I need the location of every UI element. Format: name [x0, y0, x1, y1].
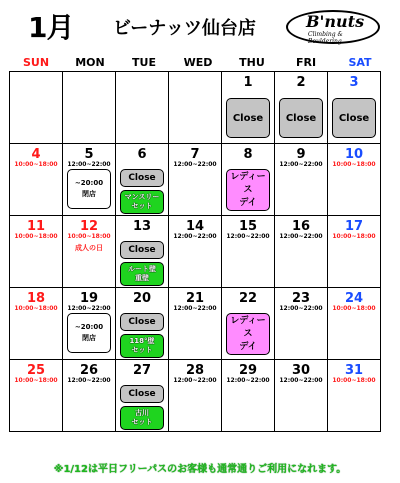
- day-cell-30[interactable]: [275, 360, 328, 432]
- day-number: 24: [344, 291, 364, 306]
- hours-text: 12:00~22:00: [67, 161, 111, 168]
- day-number: 22: [238, 291, 258, 306]
- day-number: 21: [185, 291, 205, 306]
- hours-text: 12:00~22:00: [67, 305, 111, 312]
- day-number: 17: [344, 219, 364, 234]
- dow-mon: MON: [75, 56, 105, 69]
- day-cell-18[interactable]: [10, 288, 63, 360]
- close-badge: Close: [120, 169, 164, 187]
- day-number: 14: [185, 219, 205, 234]
- day-number: 23: [291, 291, 311, 306]
- day-cell-6[interactable]: [116, 144, 169, 216]
- day-number: 1: [243, 75, 253, 90]
- day-number: 27: [132, 363, 152, 378]
- dow-sun: SUN: [22, 56, 50, 69]
- close-badge: Close: [332, 98, 376, 138]
- day-cell-17[interactable]: [328, 216, 381, 288]
- close-badge: Close: [120, 241, 164, 259]
- hours-text: 10:00~18:00: [14, 233, 58, 240]
- early-close-badge: ~20:00 閉店: [67, 169, 111, 209]
- day-cell-12[interactable]: [63, 216, 116, 288]
- day-cell-9[interactable]: [275, 144, 328, 216]
- hours-text: 12:00~22:00: [226, 377, 270, 384]
- day-cell-empty: [116, 72, 169, 144]
- hours-text: 10:00~18:00: [67, 233, 111, 240]
- header: [0, 0, 400, 50]
- day-cell-24[interactable]: [328, 288, 381, 360]
- day-number: 11: [26, 219, 46, 234]
- week-row-3: [10, 216, 381, 288]
- day-cell-7[interactable]: [169, 144, 222, 216]
- day-number: 15: [238, 219, 258, 234]
- shop-name: ビーナッツ仙台店: [113, 18, 256, 39]
- day-cell-10[interactable]: [328, 144, 381, 216]
- day-cell-empty: [10, 72, 63, 144]
- day-cell-3[interactable]: [328, 72, 381, 144]
- route-set-badge: ルート壁 重壁: [120, 262, 164, 286]
- day-number: 6: [137, 147, 147, 162]
- day-cell-31[interactable]: [328, 360, 381, 432]
- day-cell-5[interactable]: [63, 144, 116, 216]
- hours-text: 12:00~22:00: [173, 377, 217, 384]
- day-cell-20[interactable]: [116, 288, 169, 360]
- hours-text: 12:00~22:00: [279, 233, 323, 240]
- monthly-set-badge: マンスリー セット: [120, 190, 164, 214]
- calendar-grid: [9, 71, 381, 432]
- day-cell-11[interactable]: [10, 216, 63, 288]
- week-row-4: [10, 288, 381, 360]
- day-number: 10: [344, 147, 364, 162]
- week-row-1: [10, 72, 381, 144]
- dow-tue: TUE: [132, 56, 156, 69]
- hours-text: 10:00~18:00: [332, 233, 376, 240]
- dow-wed: WED: [183, 56, 213, 69]
- dow-fri: FRI: [295, 56, 317, 69]
- hours-text: 10:00~18:00: [332, 305, 376, 312]
- early-close-badge: ~20:00 閉店: [67, 313, 111, 353]
- holiday-label: 成人の日: [75, 244, 103, 252]
- day-number: 20: [132, 291, 152, 306]
- hours-text: 12:00~22:00: [173, 233, 217, 240]
- hours-text: 12:00~22:00: [67, 377, 111, 384]
- day-cell-19[interactable]: [63, 288, 116, 360]
- day-cell-4[interactable]: [10, 144, 63, 216]
- day-number: 25: [26, 363, 46, 378]
- day-number: 16: [291, 219, 311, 234]
- dow-sat: SAT: [348, 56, 372, 69]
- day-number: 30: [291, 363, 311, 378]
- day-cell-27[interactable]: [116, 360, 169, 432]
- hours-text: 12:00~22:00: [173, 305, 217, 312]
- week-row-5: [10, 360, 381, 432]
- month-title: 1月: [28, 11, 74, 44]
- dow-thu: THU: [239, 56, 265, 69]
- hours-text: 12:00~22:00: [173, 161, 217, 168]
- day-cell-23[interactable]: [275, 288, 328, 360]
- day-number: 19: [79, 291, 99, 306]
- week-row-2: [10, 144, 381, 216]
- day-cell-14[interactable]: [169, 216, 222, 288]
- day-number: 29: [238, 363, 258, 378]
- hours-text: 12:00~22:00: [226, 233, 270, 240]
- close-badge: Close: [120, 313, 164, 331]
- day-number: 26: [79, 363, 99, 378]
- day-number: 31: [344, 363, 364, 378]
- day-cell-empty: [63, 72, 116, 144]
- day-cell-2[interactable]: [275, 72, 328, 144]
- hours-text: 10:00~18:00: [332, 377, 376, 384]
- day-cell-15[interactable]: [222, 216, 275, 288]
- hours-text: 10:00~18:00: [14, 305, 58, 312]
- day-number: 13: [132, 219, 152, 234]
- hours-text: 12:00~22:00: [279, 305, 323, 312]
- hours-text: 10:00~18:00: [14, 161, 58, 168]
- day-cell-28[interactable]: [169, 360, 222, 432]
- 118-set-badge: 118°壁 セット: [120, 334, 164, 358]
- day-number: 2: [296, 75, 306, 90]
- day-number: 8: [243, 147, 253, 162]
- day-cell-empty: [169, 72, 222, 144]
- day-cell-25[interactable]: [10, 360, 63, 432]
- day-cell-8[interactable]: [222, 144, 275, 216]
- day-cell-22[interactable]: [222, 288, 275, 360]
- ladies-day-badge: レディース デイ: [226, 313, 270, 355]
- day-cell-16[interactable]: [275, 216, 328, 288]
- close-badge: Close: [226, 98, 270, 138]
- day-cell-1[interactable]: [222, 72, 275, 144]
- hours-text: 12:00~22:00: [279, 161, 323, 168]
- close-badge: Close: [120, 385, 164, 403]
- kogawa-set-badge: 古川 セット: [120, 406, 164, 430]
- day-number: 4: [31, 147, 41, 162]
- day-number: 3: [349, 75, 359, 90]
- day-number: 9: [296, 147, 306, 162]
- day-number: 12: [79, 219, 99, 234]
- close-badge: Close: [279, 98, 323, 138]
- ladies-day-badge: レディース デイ: [226, 169, 270, 211]
- bnuts-logo: B'nuts Climbing & Bouldering: [286, 10, 380, 44]
- hours-text: 10:00~18:00: [14, 377, 58, 384]
- footer-note: ※1/12は平日フリーパスのお客様も通常通りご利用になれます。: [53, 464, 347, 475]
- day-cell-29[interactable]: [222, 360, 275, 432]
- day-number: 5: [84, 147, 94, 162]
- hours-text: 12:00~22:00: [279, 377, 323, 384]
- day-number: 18: [26, 291, 46, 306]
- day-number: 7: [190, 147, 200, 162]
- day-number: 28: [185, 363, 205, 378]
- hours-text: 10:00~18:00: [332, 161, 376, 168]
- day-cell-26[interactable]: [63, 360, 116, 432]
- day-cell-13[interactable]: [116, 216, 169, 288]
- day-cell-21[interactable]: [169, 288, 222, 360]
